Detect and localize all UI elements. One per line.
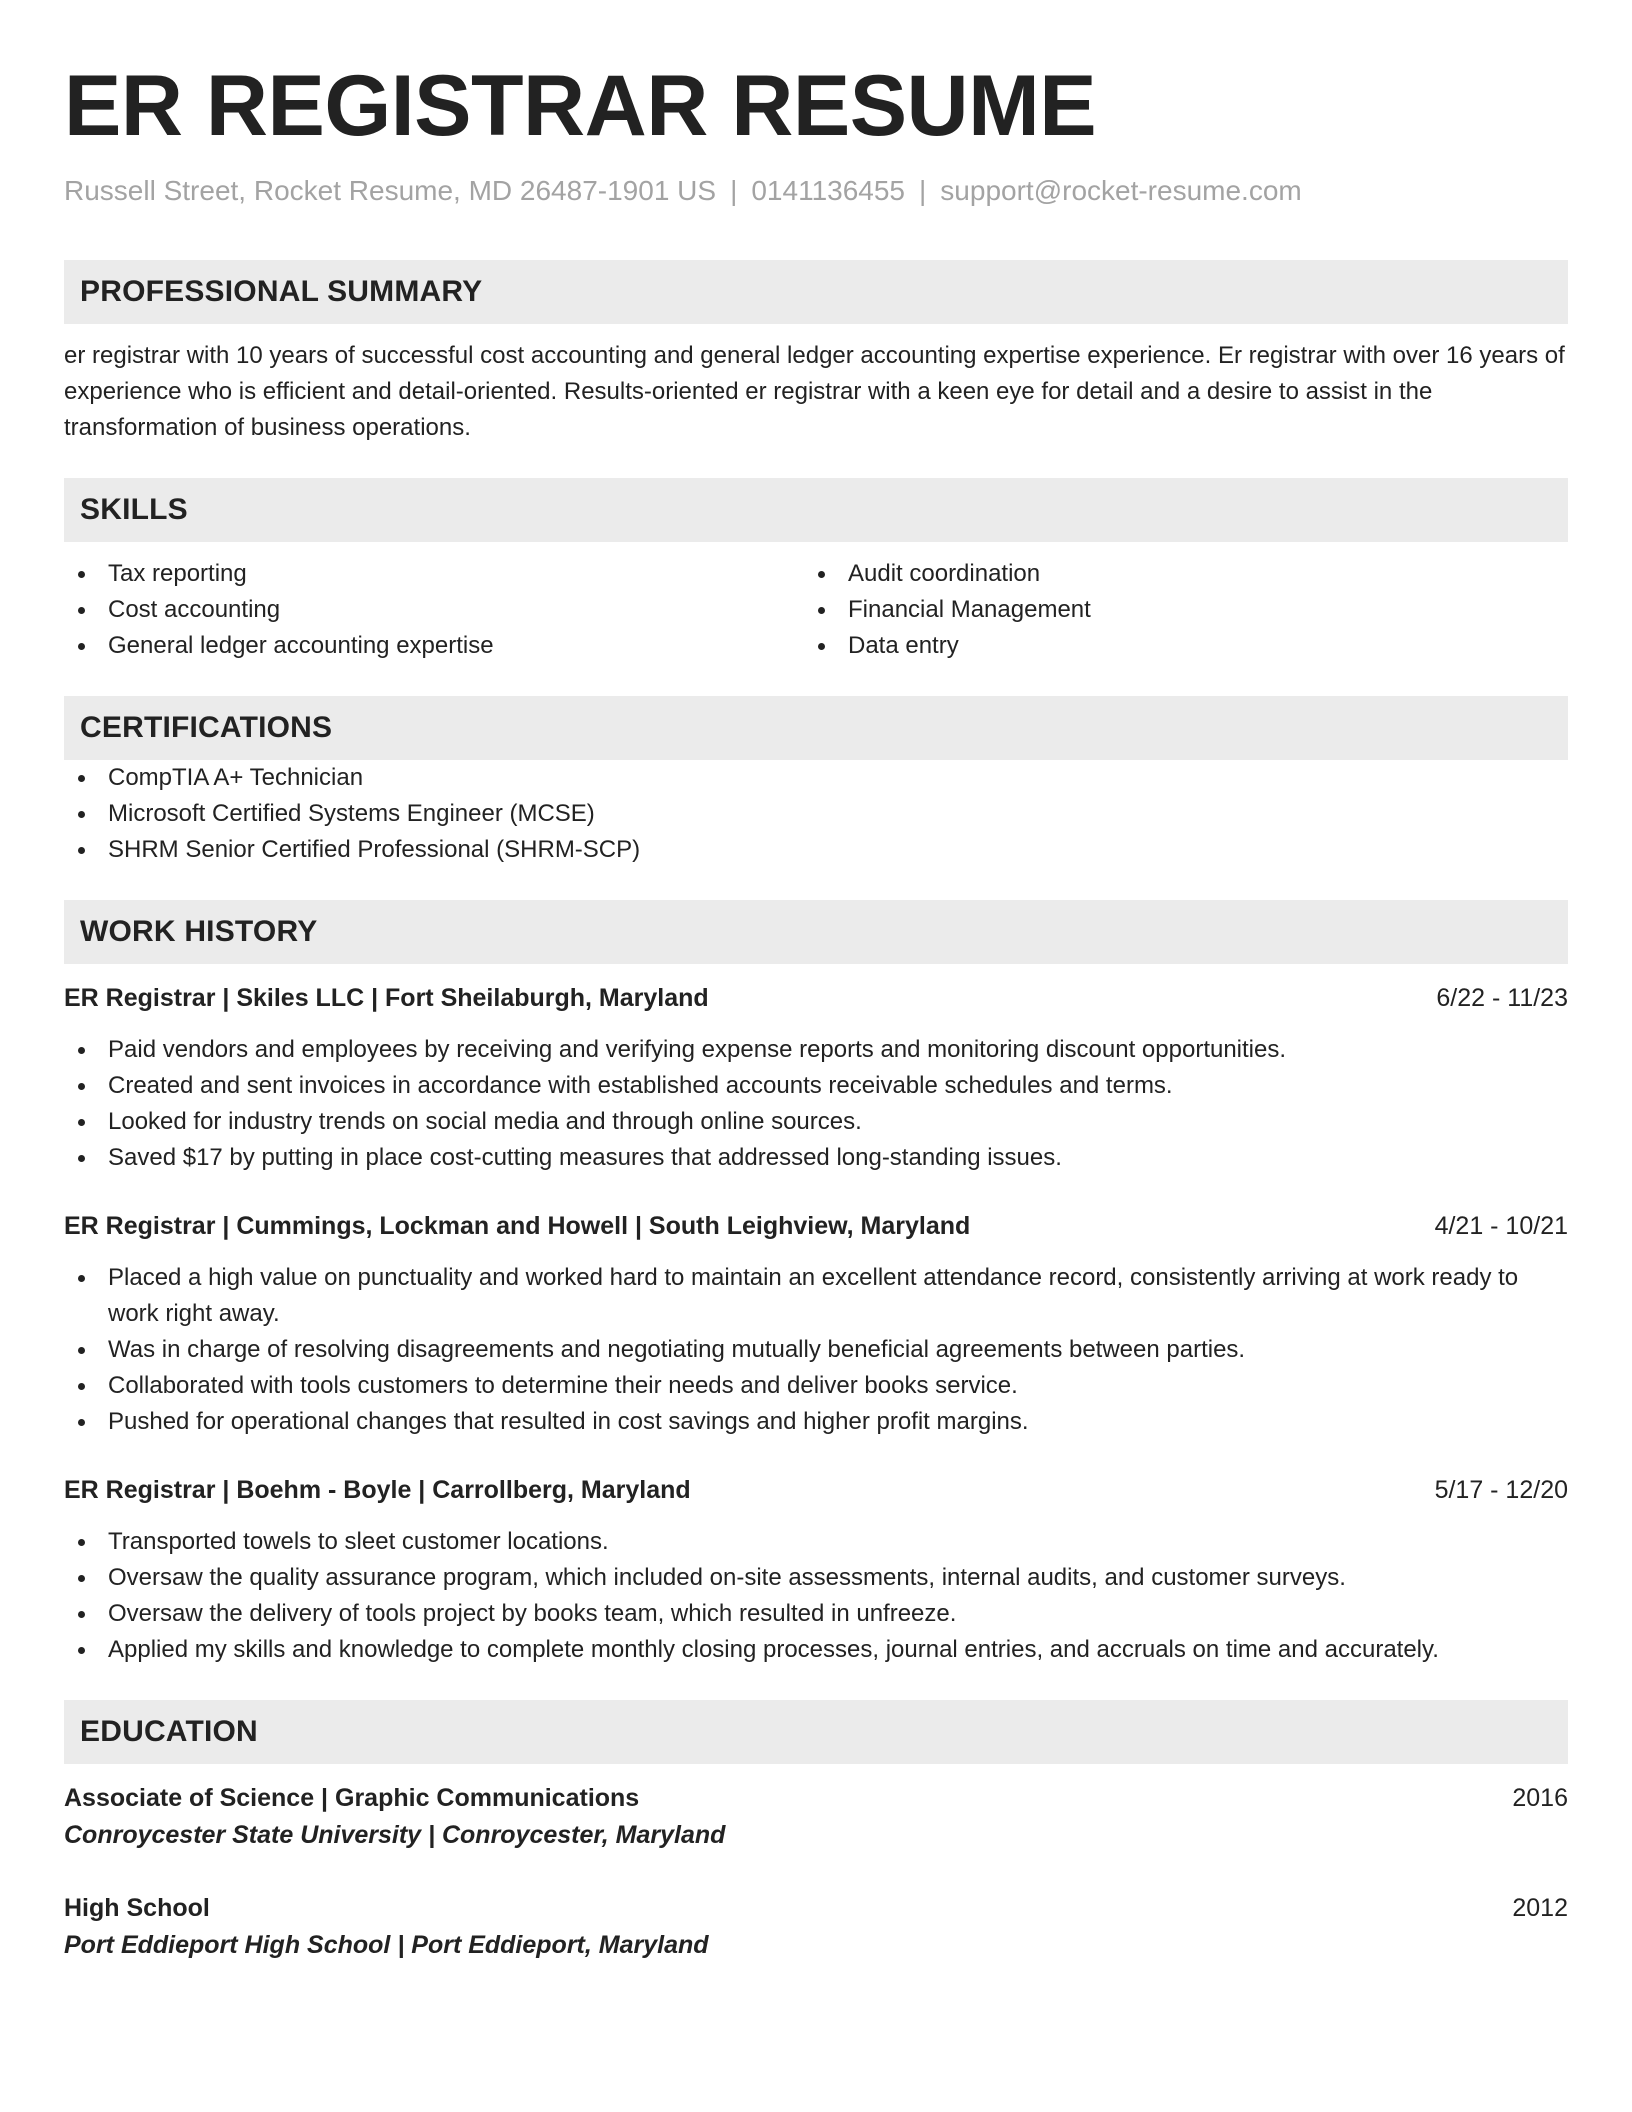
bullet-icon <box>78 607 85 614</box>
job-header <box>64 1472 1568 1508</box>
skills-column-right <box>804 556 1544 664</box>
job-title: ER Registrar | Boehm - Boyle | Carrollberg, Maryland <box>64 1476 691 1504</box>
job-bullet-text: Oversaw the delivery of tools project by books team, which resulted in unfreeze. <box>108 1600 957 1627</box>
contact-separator: | <box>919 175 927 206</box>
bullet-icon <box>818 607 825 614</box>
job-header <box>64 1208 1568 1244</box>
job-dates: 6/22 - 11/23 <box>1436 984 1568 1012</box>
bullet-icon <box>78 1119 85 1126</box>
bullet-icon <box>78 1539 85 1546</box>
section-heading-education: EDUCATION <box>64 1700 1568 1764</box>
education-degree: High School <box>64 1894 210 1922</box>
skill-item <box>64 628 804 664</box>
certification-text: SHRM Senior Certified Professional (SHRM-SCP) <box>108 836 641 863</box>
certification-item <box>64 832 1568 868</box>
bullet-icon <box>78 775 85 782</box>
job-dates: 4/21 - 10/21 <box>1434 1212 1568 1240</box>
skill-text: General ledger accounting expertise <box>108 632 494 659</box>
section-heading-skills: SKILLS <box>64 478 1568 542</box>
bullet-icon <box>78 1611 85 1618</box>
summary-text: er registrar with 10 years of successful cost accounting and general ledger accounting expertise experience. Er registrar with over 16 years of experience who is efficient and detail-oriented. Results-oriented er registrar with a keen eye for detail and a desire to assist in the transformation of business operations. <box>64 342 1565 441</box>
education-year: 2016 <box>1512 1784 1568 1812</box>
job-bullet-text: Oversaw the quality assurance program, which included on-site assessments, internal audits, and customer surveys. <box>108 1564 1346 1591</box>
job-entry <box>64 1208 1568 1440</box>
contact-line <box>64 172 1568 210</box>
job-bullet <box>64 1560 1568 1596</box>
contact-email: support@rocket-resume.com <box>940 175 1302 206</box>
contact-separator: | <box>730 175 738 206</box>
job-bullets <box>64 1524 1568 1668</box>
skill-text: Financial Management <box>848 596 1091 623</box>
bullet-icon <box>78 1155 85 1162</box>
skill-text: Tax reporting <box>108 560 247 587</box>
skill-text: Cost accounting <box>108 596 281 623</box>
job-bullet <box>64 1368 1568 1404</box>
education-school: Port Eddieport High School | Port Eddieport, Maryland <box>64 1931 709 1959</box>
bullet-icon <box>78 1647 85 1654</box>
job-title: ER Registrar | Skiles LLC | Fort Sheilaburgh, Maryland <box>64 984 709 1012</box>
job-header <box>64 980 1568 1016</box>
job-bullet-text: Saved $17 by putting in place cost-cutting measures that addressed long-standing issues. <box>108 1144 1062 1171</box>
job-bullet-text: Created and sent invoices in accordance with established accounts receivable schedules and terms. <box>108 1072 1173 1099</box>
bullet-icon <box>78 1083 85 1090</box>
skill-item <box>804 556 1544 592</box>
skill-text: Data entry <box>848 632 959 659</box>
job-bullet-text: Looked for industry trends on social media and through online sources. <box>108 1108 862 1135</box>
job-bullet-text: Applied my skills and knowledge to complete monthly closing processes, journal entries, and accruals on time and accurately. <box>108 1636 1439 1663</box>
job-bullet <box>64 1632 1568 1668</box>
job-bullet <box>64 1068 1568 1104</box>
section-heading-work-history: WORK HISTORY <box>64 900 1568 964</box>
job-bullet-text: Transported towels to sleet customer locations. <box>108 1528 609 1555</box>
job-bullet <box>64 1596 1568 1632</box>
bullet-icon <box>78 847 85 854</box>
job-bullet <box>64 1332 1568 1368</box>
contact-address: Russell Street, Rocket Resume, MD 26487-1901 US <box>64 175 717 206</box>
certification-item <box>64 760 1568 796</box>
certifications-list <box>64 760 1568 868</box>
job-bullet-text: Paid vendors and employees by receiving and verifying expense reports and monitoring discount opportunities. <box>108 1036 1287 1063</box>
bullet-icon <box>78 1347 85 1354</box>
bullet-icon <box>78 643 85 650</box>
skill-item <box>804 592 1544 628</box>
job-title: ER Registrar | Cummings, Lockman and Howell | South Leighview, Maryland <box>64 1212 971 1240</box>
section-heading-summary: PROFESSIONAL SUMMARY <box>64 260 1568 324</box>
skill-item <box>64 556 804 592</box>
bullet-icon <box>78 1275 85 1282</box>
bullet-icon <box>78 571 85 578</box>
bullet-icon <box>78 1575 85 1582</box>
education-header <box>64 1890 1568 1926</box>
resume-title: ER REGISTRAR RESUME <box>64 58 1097 154</box>
skills-list <box>64 556 1568 664</box>
certification-item <box>64 796 1568 832</box>
bullet-icon <box>78 1419 85 1426</box>
job-bullet <box>64 1404 1568 1440</box>
education-entry <box>64 1890 1568 1964</box>
job-bullet-text: Was in charge of resolving disagreements and negotiating mutually beneficial agreements between parties. <box>108 1336 1246 1363</box>
job-bullet <box>64 1260 1568 1332</box>
bullet-icon <box>818 643 825 650</box>
certification-text: Microsoft Certified Systems Engineer (MCSE) <box>108 800 595 827</box>
job-dates: 5/17 - 12/20 <box>1434 1476 1568 1504</box>
job-bullet-text: Placed a high value on punctuality and worked hard to maintain an excellent attendance record, consistently arriving at work ready to work right away. <box>108 1264 1519 1327</box>
job-entry <box>64 1472 1568 1668</box>
job-bullet-text: Collaborated with tools customers to determine their needs and deliver books service. <box>108 1372 1018 1399</box>
skill-item <box>804 628 1544 664</box>
job-bullet <box>64 1104 1568 1140</box>
bullet-icon <box>78 811 85 818</box>
job-entry <box>64 980 1568 1176</box>
bullet-icon <box>78 1383 85 1390</box>
job-bullet-text: Pushed for operational changes that resulted in cost savings and higher profit margins. <box>108 1408 1029 1435</box>
bullet-icon <box>78 1047 85 1054</box>
bullet-icon <box>818 571 825 578</box>
job-bullet <box>64 1524 1568 1560</box>
education-degree: Associate of Science | Graphic Communications <box>64 1784 640 1812</box>
job-bullet <box>64 1032 1568 1068</box>
skill-item <box>64 592 804 628</box>
skill-text: Audit coordination <box>848 560 1041 587</box>
education-header <box>64 1780 1568 1816</box>
contact-phone: 0141136455 <box>751 175 906 206</box>
job-bullets <box>64 1260 1568 1440</box>
education-year: 2012 <box>1512 1894 1568 1922</box>
job-bullets <box>64 1032 1568 1176</box>
job-bullet <box>64 1140 1568 1176</box>
certification-text: CompTIA A+ Technician <box>108 764 364 791</box>
education-school: Conroycester State University | Conroycester, Maryland <box>64 1821 726 1849</box>
skills-column-left <box>64 556 804 664</box>
education-entry <box>64 1780 1568 1854</box>
section-heading-certifications: CERTIFICATIONS <box>64 696 1568 760</box>
